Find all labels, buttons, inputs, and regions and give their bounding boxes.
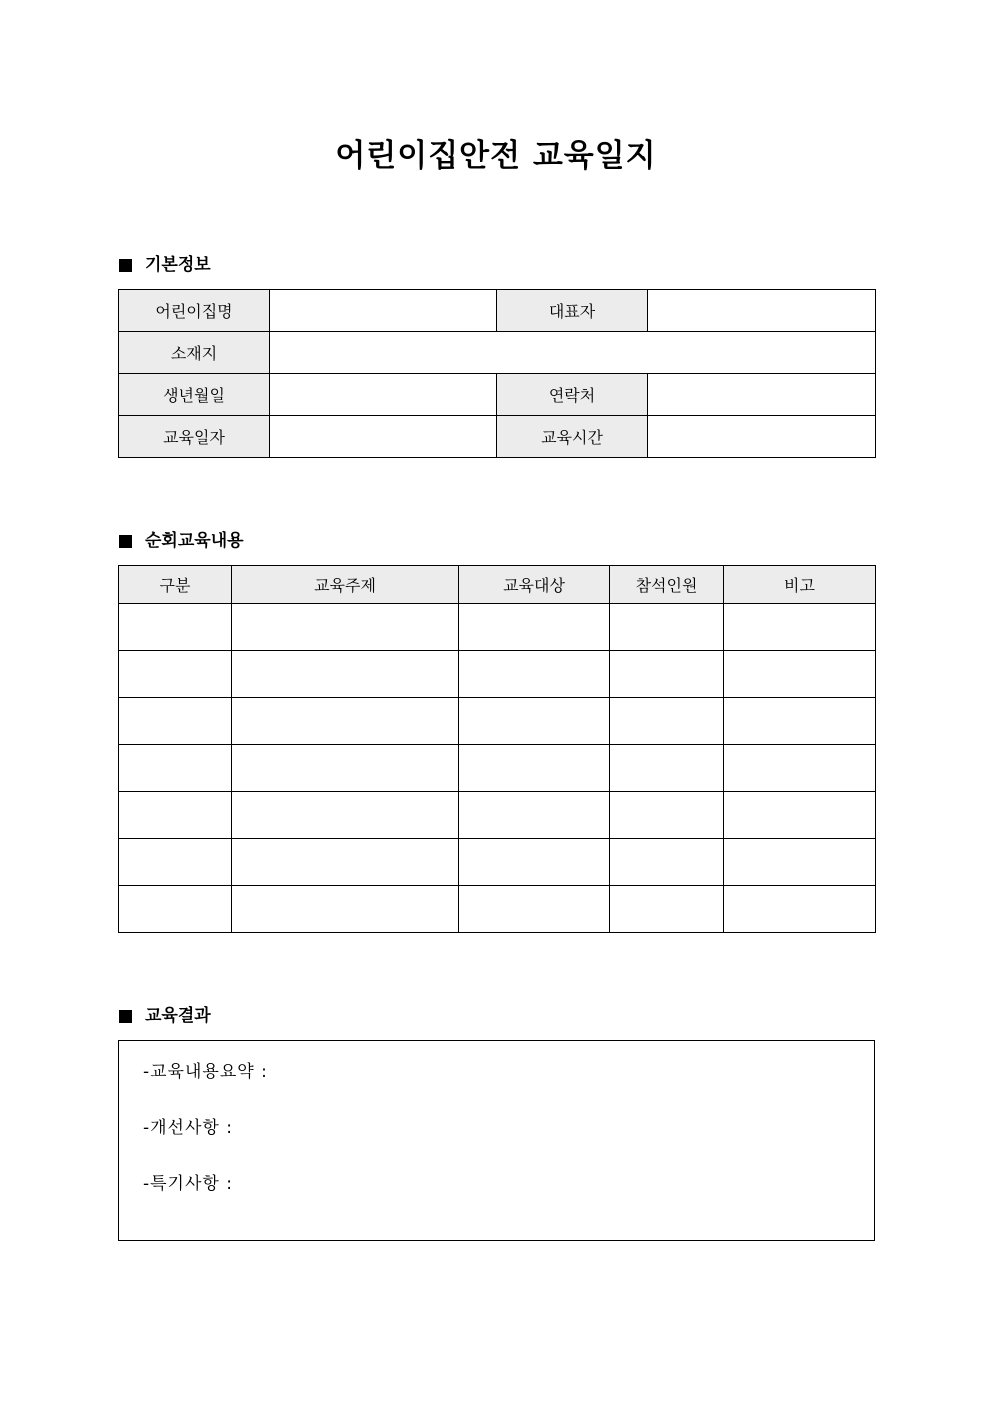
table-row (119, 886, 876, 933)
table-cell[interactable] (119, 604, 232, 651)
table-cell[interactable] (459, 745, 610, 792)
table-cell[interactable] (459, 792, 610, 839)
column-header: 참석인원 (610, 566, 724, 604)
table-cell[interactable] (724, 886, 876, 933)
summary-line: -교육내용요약 : (143, 1062, 268, 1082)
education-result-box[interactable] (118, 1040, 875, 1241)
representative-field[interactable] (648, 290, 876, 332)
square-bullet-icon (119, 535, 132, 548)
table-cell[interactable] (459, 604, 610, 651)
table-cell[interactable] (232, 604, 459, 651)
table-cell[interactable] (724, 651, 876, 698)
table-cell[interactable] (610, 698, 724, 745)
section-heading-basic-info (119, 253, 211, 277)
square-bullet-icon (119, 1010, 132, 1023)
label-cell: 교육시간 (497, 416, 648, 458)
table-cell[interactable] (232, 651, 459, 698)
table-row (119, 839, 876, 886)
table-cell[interactable] (119, 698, 232, 745)
table-row (119, 698, 876, 745)
table-cell[interactable] (119, 651, 232, 698)
table-cell[interactable] (119, 886, 232, 933)
education-time-field[interactable] (648, 416, 876, 458)
table-row (119, 416, 876, 458)
table-cell[interactable] (459, 651, 610, 698)
table-cell[interactable] (724, 745, 876, 792)
remarks-line: -특기사항 : (143, 1174, 233, 1194)
table-cell[interactable] (459, 839, 610, 886)
table-cell[interactable] (724, 604, 876, 651)
label-cell: 소재지 (119, 332, 270, 374)
square-bullet-icon (119, 259, 132, 272)
column-header: 구분 (119, 566, 232, 604)
table-cell[interactable] (610, 651, 724, 698)
column-header: 비고 (724, 566, 876, 604)
table-cell[interactable] (232, 839, 459, 886)
label-cell: 교육일자 (119, 416, 270, 458)
table-cell[interactable] (610, 792, 724, 839)
education-date-field[interactable] (270, 416, 497, 458)
section-heading-label: 순회교육내용 (145, 531, 244, 551)
table-cell[interactable] (232, 886, 459, 933)
daycare-name-field[interactable] (270, 290, 497, 332)
table-cell[interactable] (232, 792, 459, 839)
table-cell[interactable] (610, 604, 724, 651)
page-title: 어린이집안전 교육일지 (335, 138, 657, 174)
table-header-row (119, 566, 876, 604)
table-cell[interactable] (724, 839, 876, 886)
table-row (119, 651, 876, 698)
basic-info-table (118, 289, 876, 458)
table-row (119, 745, 876, 792)
section-heading-patrol (119, 529, 244, 553)
table-cell[interactable] (459, 886, 610, 933)
section-heading-result (119, 1004, 211, 1028)
birthdate-field[interactable] (270, 374, 497, 416)
table-cell[interactable] (119, 839, 232, 886)
table-cell[interactable] (724, 698, 876, 745)
label-cell: 어린이집명 (119, 290, 270, 332)
table-cell[interactable] (119, 792, 232, 839)
table-cell[interactable] (119, 745, 232, 792)
table-cell[interactable] (232, 745, 459, 792)
label-cell: 생년월일 (119, 374, 270, 416)
section-heading-label: 교육결과 (145, 1006, 211, 1026)
contact-field[interactable] (648, 374, 876, 416)
table-cell[interactable] (610, 839, 724, 886)
column-header: 교육주제 (232, 566, 459, 604)
table-cell[interactable] (610, 745, 724, 792)
table-row (119, 792, 876, 839)
table-cell[interactable] (459, 698, 610, 745)
table-cell[interactable] (724, 792, 876, 839)
patrol-education-table (118, 565, 876, 933)
section-heading-label: 기본정보 (145, 255, 211, 275)
improvements-line: -개선사항 : (143, 1118, 233, 1138)
table-row (119, 290, 876, 332)
address-field[interactable] (270, 332, 876, 374)
table-cell[interactable] (610, 886, 724, 933)
table-cell[interactable] (232, 698, 459, 745)
column-header: 교육대상 (459, 566, 610, 604)
table-row (119, 374, 876, 416)
label-cell: 연락처 (497, 374, 648, 416)
label-cell: 대표자 (497, 290, 648, 332)
table-row (119, 332, 876, 374)
table-row (119, 604, 876, 651)
